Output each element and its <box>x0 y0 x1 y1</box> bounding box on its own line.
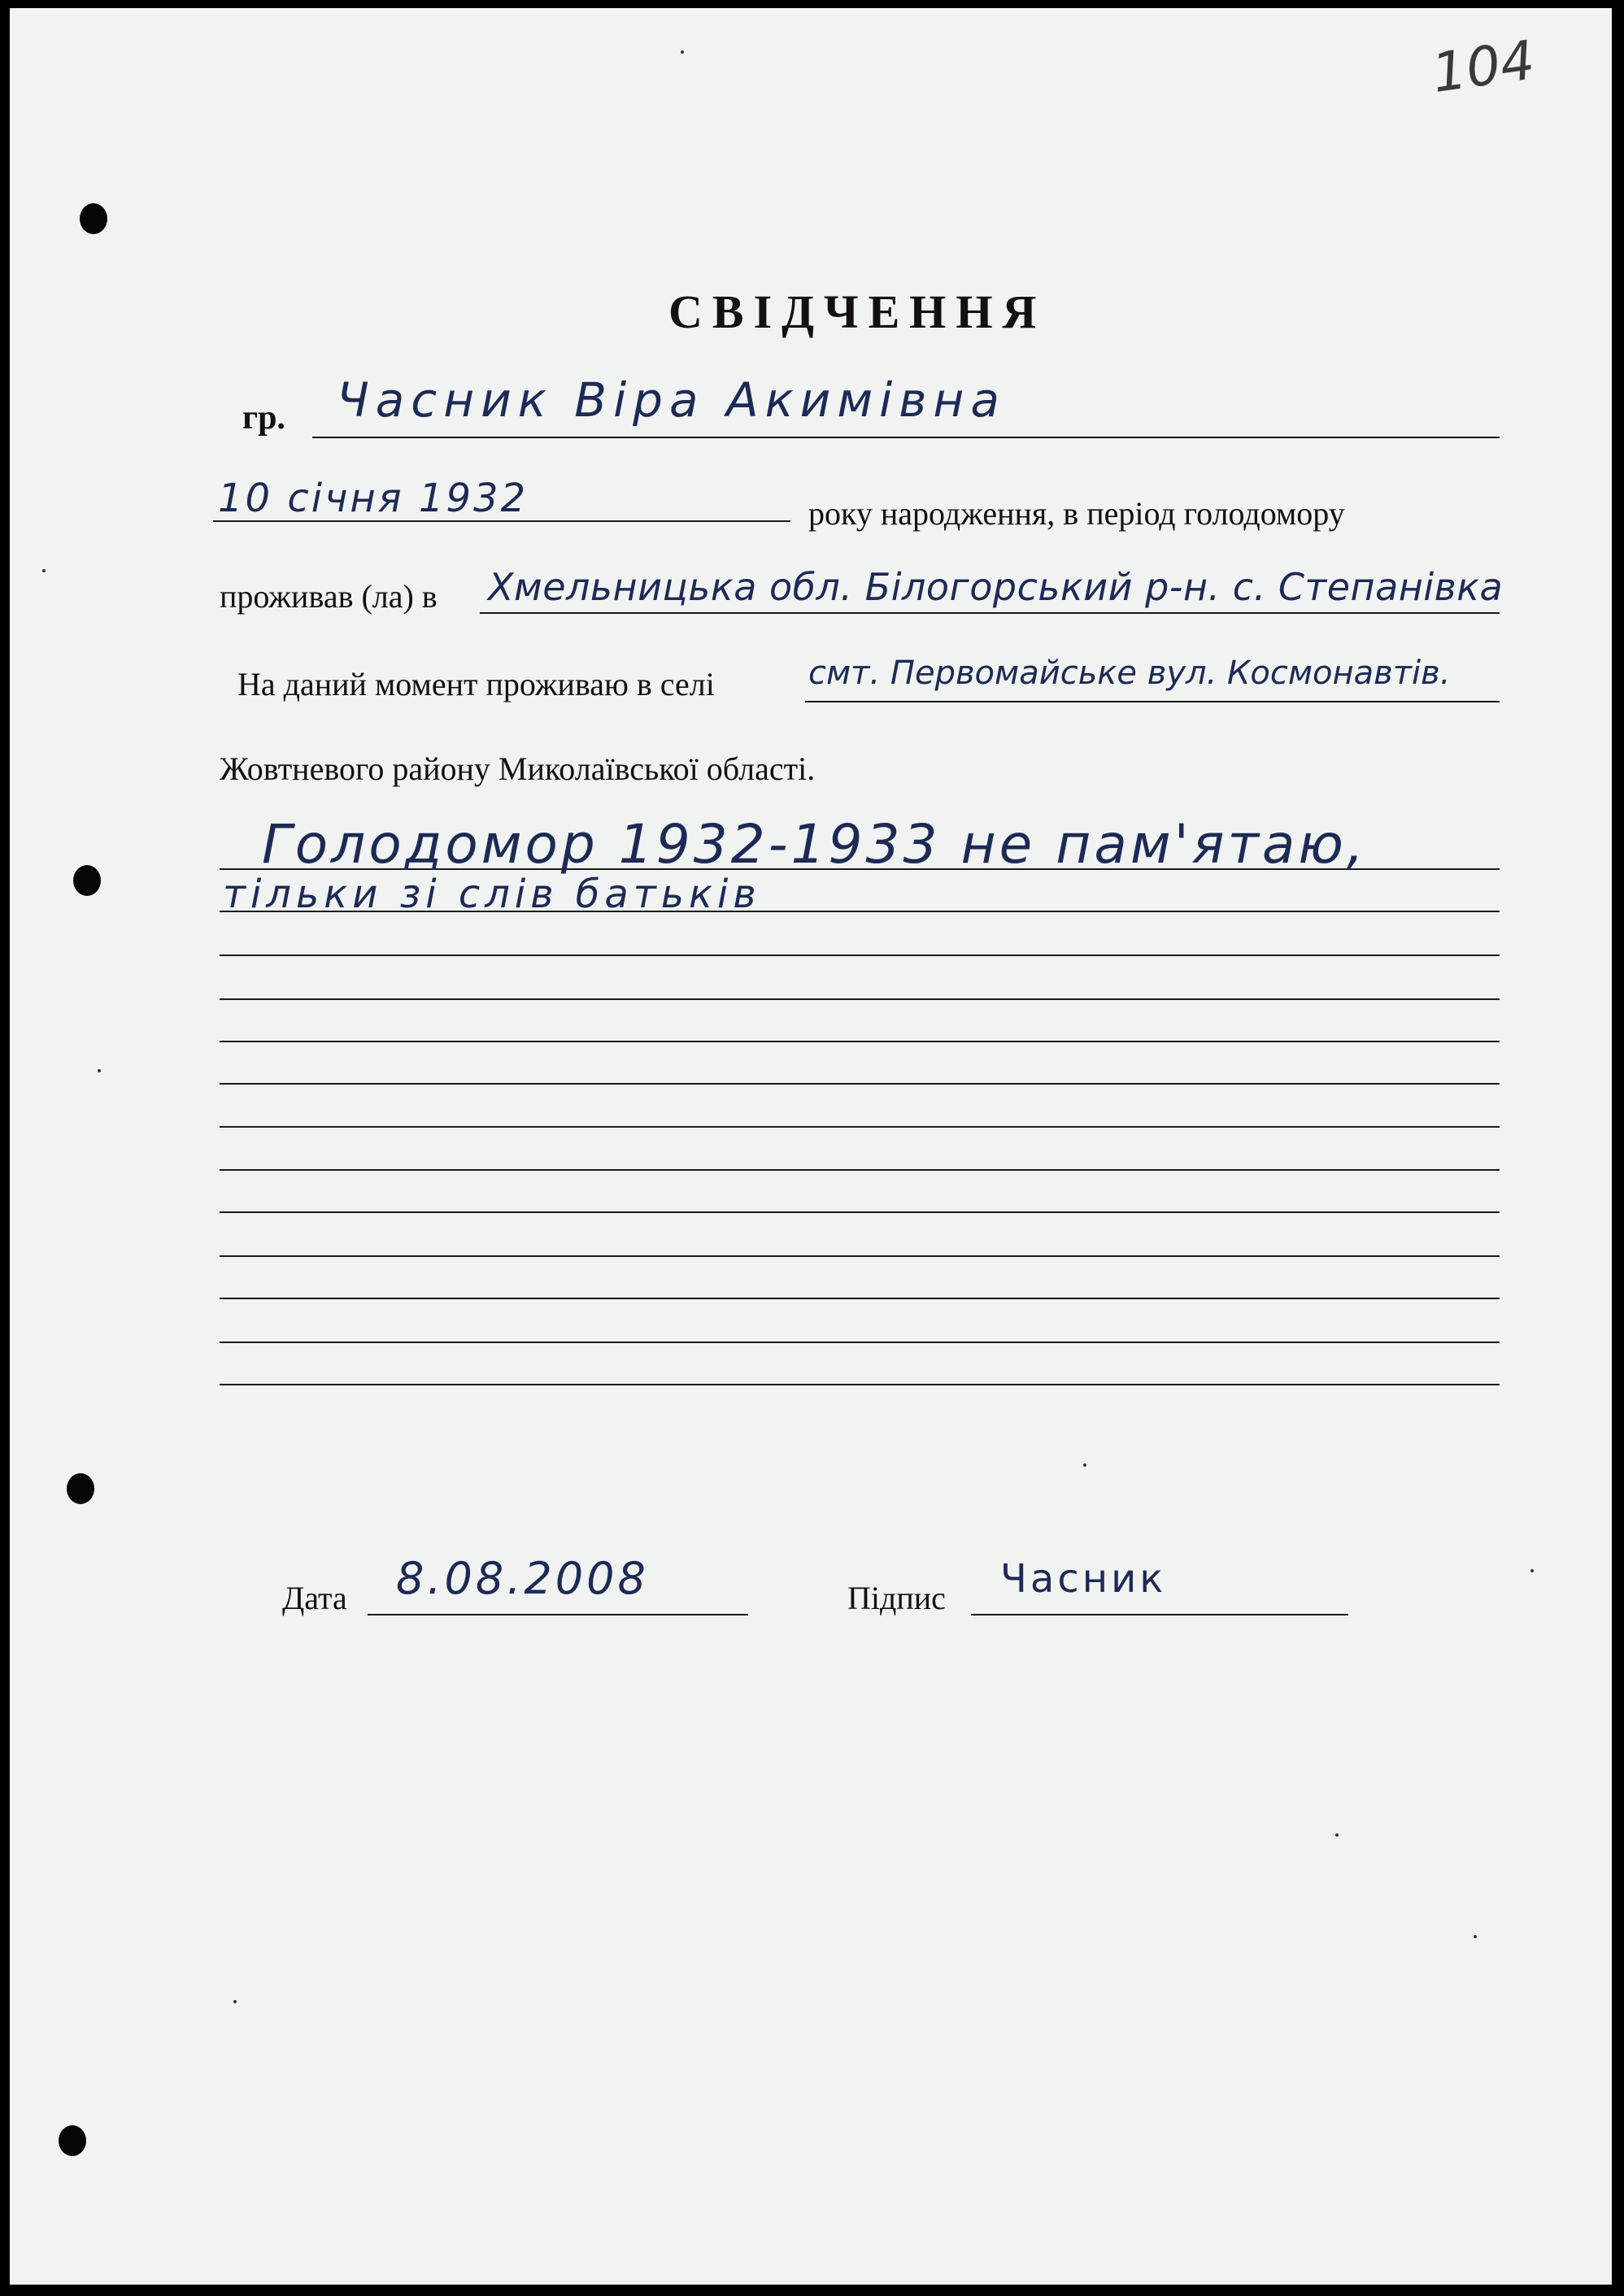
punch-hole-1 <box>80 203 107 234</box>
date-label: Дата <box>282 1580 347 1616</box>
testimony-line <box>220 1384 1500 1385</box>
punch-hole-3 <box>67 1473 94 1504</box>
current-place-line <box>805 701 1500 702</box>
page-number: 104 <box>1428 28 1539 105</box>
testimony-line <box>220 1255 1500 1257</box>
document-page <box>10 8 1612 2285</box>
signature-label: Підпис <box>847 1580 946 1616</box>
signature-line <box>971 1614 1348 1615</box>
date-line <box>368 1614 748 1615</box>
punch-hole-2 <box>73 865 101 896</box>
signature-value: Часник <box>1000 1556 1167 1602</box>
citizen-name: Часник Віра Акимівна <box>337 372 1006 428</box>
birth-date: 10 січня 1932 <box>218 476 529 521</box>
testimony-line <box>220 1083 1500 1085</box>
paper-speck <box>1474 1935 1477 1938</box>
citizen-prefix: гр. <box>242 399 285 437</box>
date-value: 8.08.2008 <box>396 1553 649 1604</box>
testimony-line <box>220 1298 1500 1299</box>
testimony-line <box>220 954 1500 956</box>
paper-speck <box>1530 1569 1534 1572</box>
testimony-line <box>220 1126 1500 1128</box>
paper-speck <box>1335 1833 1339 1837</box>
testimony-line <box>220 1169 1500 1171</box>
citizen-name-line <box>312 437 1500 438</box>
document-title: СВІДЧЕННЯ <box>668 285 1047 338</box>
current-place: смт. Первомайське вул. Космонавтів. <box>808 654 1451 692</box>
paper-speck <box>98 1069 101 1072</box>
current-prefix: На даний момент проживаю в селі <box>237 666 715 702</box>
lived-place: Хмельницька обл. Білогорський р-н. с. Степанівка <box>488 565 1504 609</box>
testimony-line-1: Голодомор 1932-1933 не пам'ятаю, <box>262 813 1367 876</box>
testimony-line <box>220 1342 1500 1343</box>
testimony-line <box>220 1041 1500 1042</box>
paper-speck <box>1083 1463 1086 1467</box>
testimony-line <box>220 1211 1500 1213</box>
paper-speck <box>233 2000 237 2003</box>
punch-hole-4 <box>59 2125 86 2156</box>
current-district: Жовтневого району Миколаївської області. <box>220 750 816 787</box>
testimony-line-2: тільки зі слів батьків <box>223 872 761 917</box>
paper-speck <box>42 569 46 572</box>
birth-suffix: року народження, в період голодомору <box>808 495 1345 532</box>
testimony-line <box>220 998 1500 1000</box>
lived-prefix: проживав (ла) в <box>220 578 438 615</box>
paper-speck <box>681 50 684 54</box>
lived-place-line <box>480 612 1500 614</box>
